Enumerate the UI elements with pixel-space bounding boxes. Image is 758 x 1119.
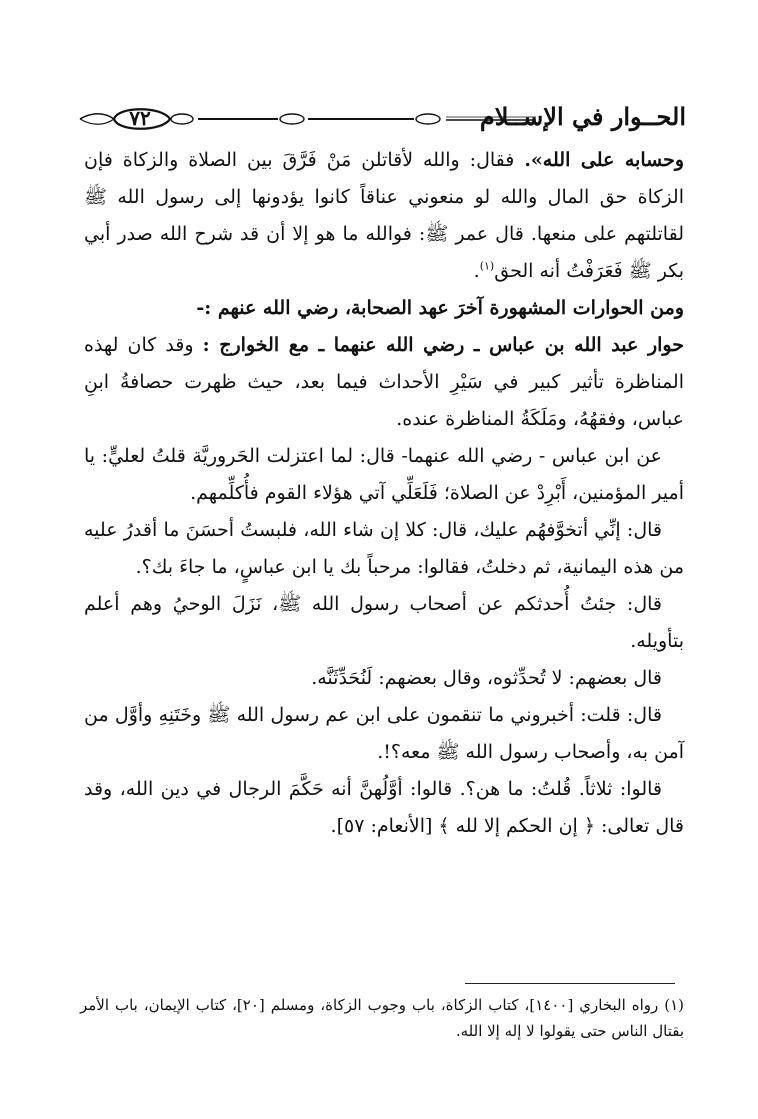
paragraph-end: . bbox=[473, 260, 480, 282]
paragraph-narration: عن ابن عباس - رضي الله عنهما- قال: لما اعتزلت الحَروريَّة قلتُ لعليٍّ: يا أمير المؤمنين، أَبْرِدْ عن الصلاة؛ فَلَعَلِّي آتي هؤلاء القوم فأُكلِّمهم. bbox=[84, 445, 684, 504]
footnote-marker: (١) bbox=[479, 259, 495, 273]
paragraph-text: فقال: والله لأقاتلن مَنْ فَرَّقَ بين الصلاة والزكاة فإن الزكاة حق المال والله لو منعوني عناقاً كانوا يؤدونها إلى رسول الله ﷺ لقاتلتهم على منعها. قال عمر ﷺ: فوالله ما هو إلا أن قد شرح الله صدر أبي بكر ﷺ فَعَرَفْتُ أنه الحق bbox=[84, 149, 684, 282]
bold-lead: وحسابه على الله». bbox=[524, 149, 684, 171]
paragraph-text: وقد كان لهذه المناظرة تأثير كبير في سَيْرِ الأحداث فيما بعد، حيث ظهرت حصافةُ ابنِ عباس، وفقهُهُ، ومَلَكَةُ المناظرة عنده. bbox=[84, 334, 684, 430]
paragraph-narration: قالوا: ثلاثاً. قُلتُ: ما هن؟. قالوا: أوَّلُهنَّ أنه حَكَّمَ الرجال في دين الله، وقد قال تعالى: ﴿ إن الحكم إلا لله ﴾ [الأنعام: ٥٧]. bbox=[84, 778, 684, 837]
footnote-separator bbox=[465, 983, 675, 984]
paragraph-narration: قال: قلت: أخبروني ما تنقمون على ابن عم رسول الله ﷺ وخَتَنِهِ وأوَّل من آمن به، وأصحاب رسول الله ﷺ معه؟!. bbox=[84, 704, 684, 763]
paragraph-zakat-hadith bbox=[84, 142, 684, 290]
section-heading: ومن الحوارات المشهورة آخرَ عهد الصحابة، رضي الله عنهم :- bbox=[196, 297, 684, 319]
bold-lead: حوار عبد الله بن عباس ـ رضي الله عنهما ـ مع الخوارج : bbox=[202, 334, 684, 356]
paragraph-narration: قال: جئتُ أُحدثكم عن أصحاب رسول الله ﷺ، نَزَلَ الوحيُ وهم أعلم بتأويله. bbox=[84, 593, 684, 652]
paragraph-narration: قال: إنِّي أتخوَّفهُم عليك، قال: كلا إن شاء الله، فلبستُ أحسَنَ ما أقدرُ عليه من هذه اليمانية، ثم دخلتُ، فقالوا: مرحباً بك يا ابن عباسٍ، ما جاءَ بك؟. bbox=[84, 519, 684, 578]
paragraph-narration: قال بعضهم: لا تُحدِّثوه، وقال بعضهم: لَنُحَدِّثَنَّه. bbox=[311, 667, 662, 689]
paragraph-ibn-abbas-intro bbox=[84, 327, 684, 438]
page-header bbox=[78, 100, 686, 140]
body-text bbox=[84, 142, 684, 845]
running-title: الحــوار في الإســلام bbox=[479, 102, 686, 131]
footnote: (١) رواه البخاري [١٤٠٠]، كتاب الزكاة، باب وجوب الزكاة، ومسلم [٢٠]، كتاب الإيمان، باب الأمر بقتال الناس حتى يقولوا لا إله إلا الله. bbox=[80, 996, 684, 1040]
page-number: ٧٢ bbox=[129, 106, 151, 130]
